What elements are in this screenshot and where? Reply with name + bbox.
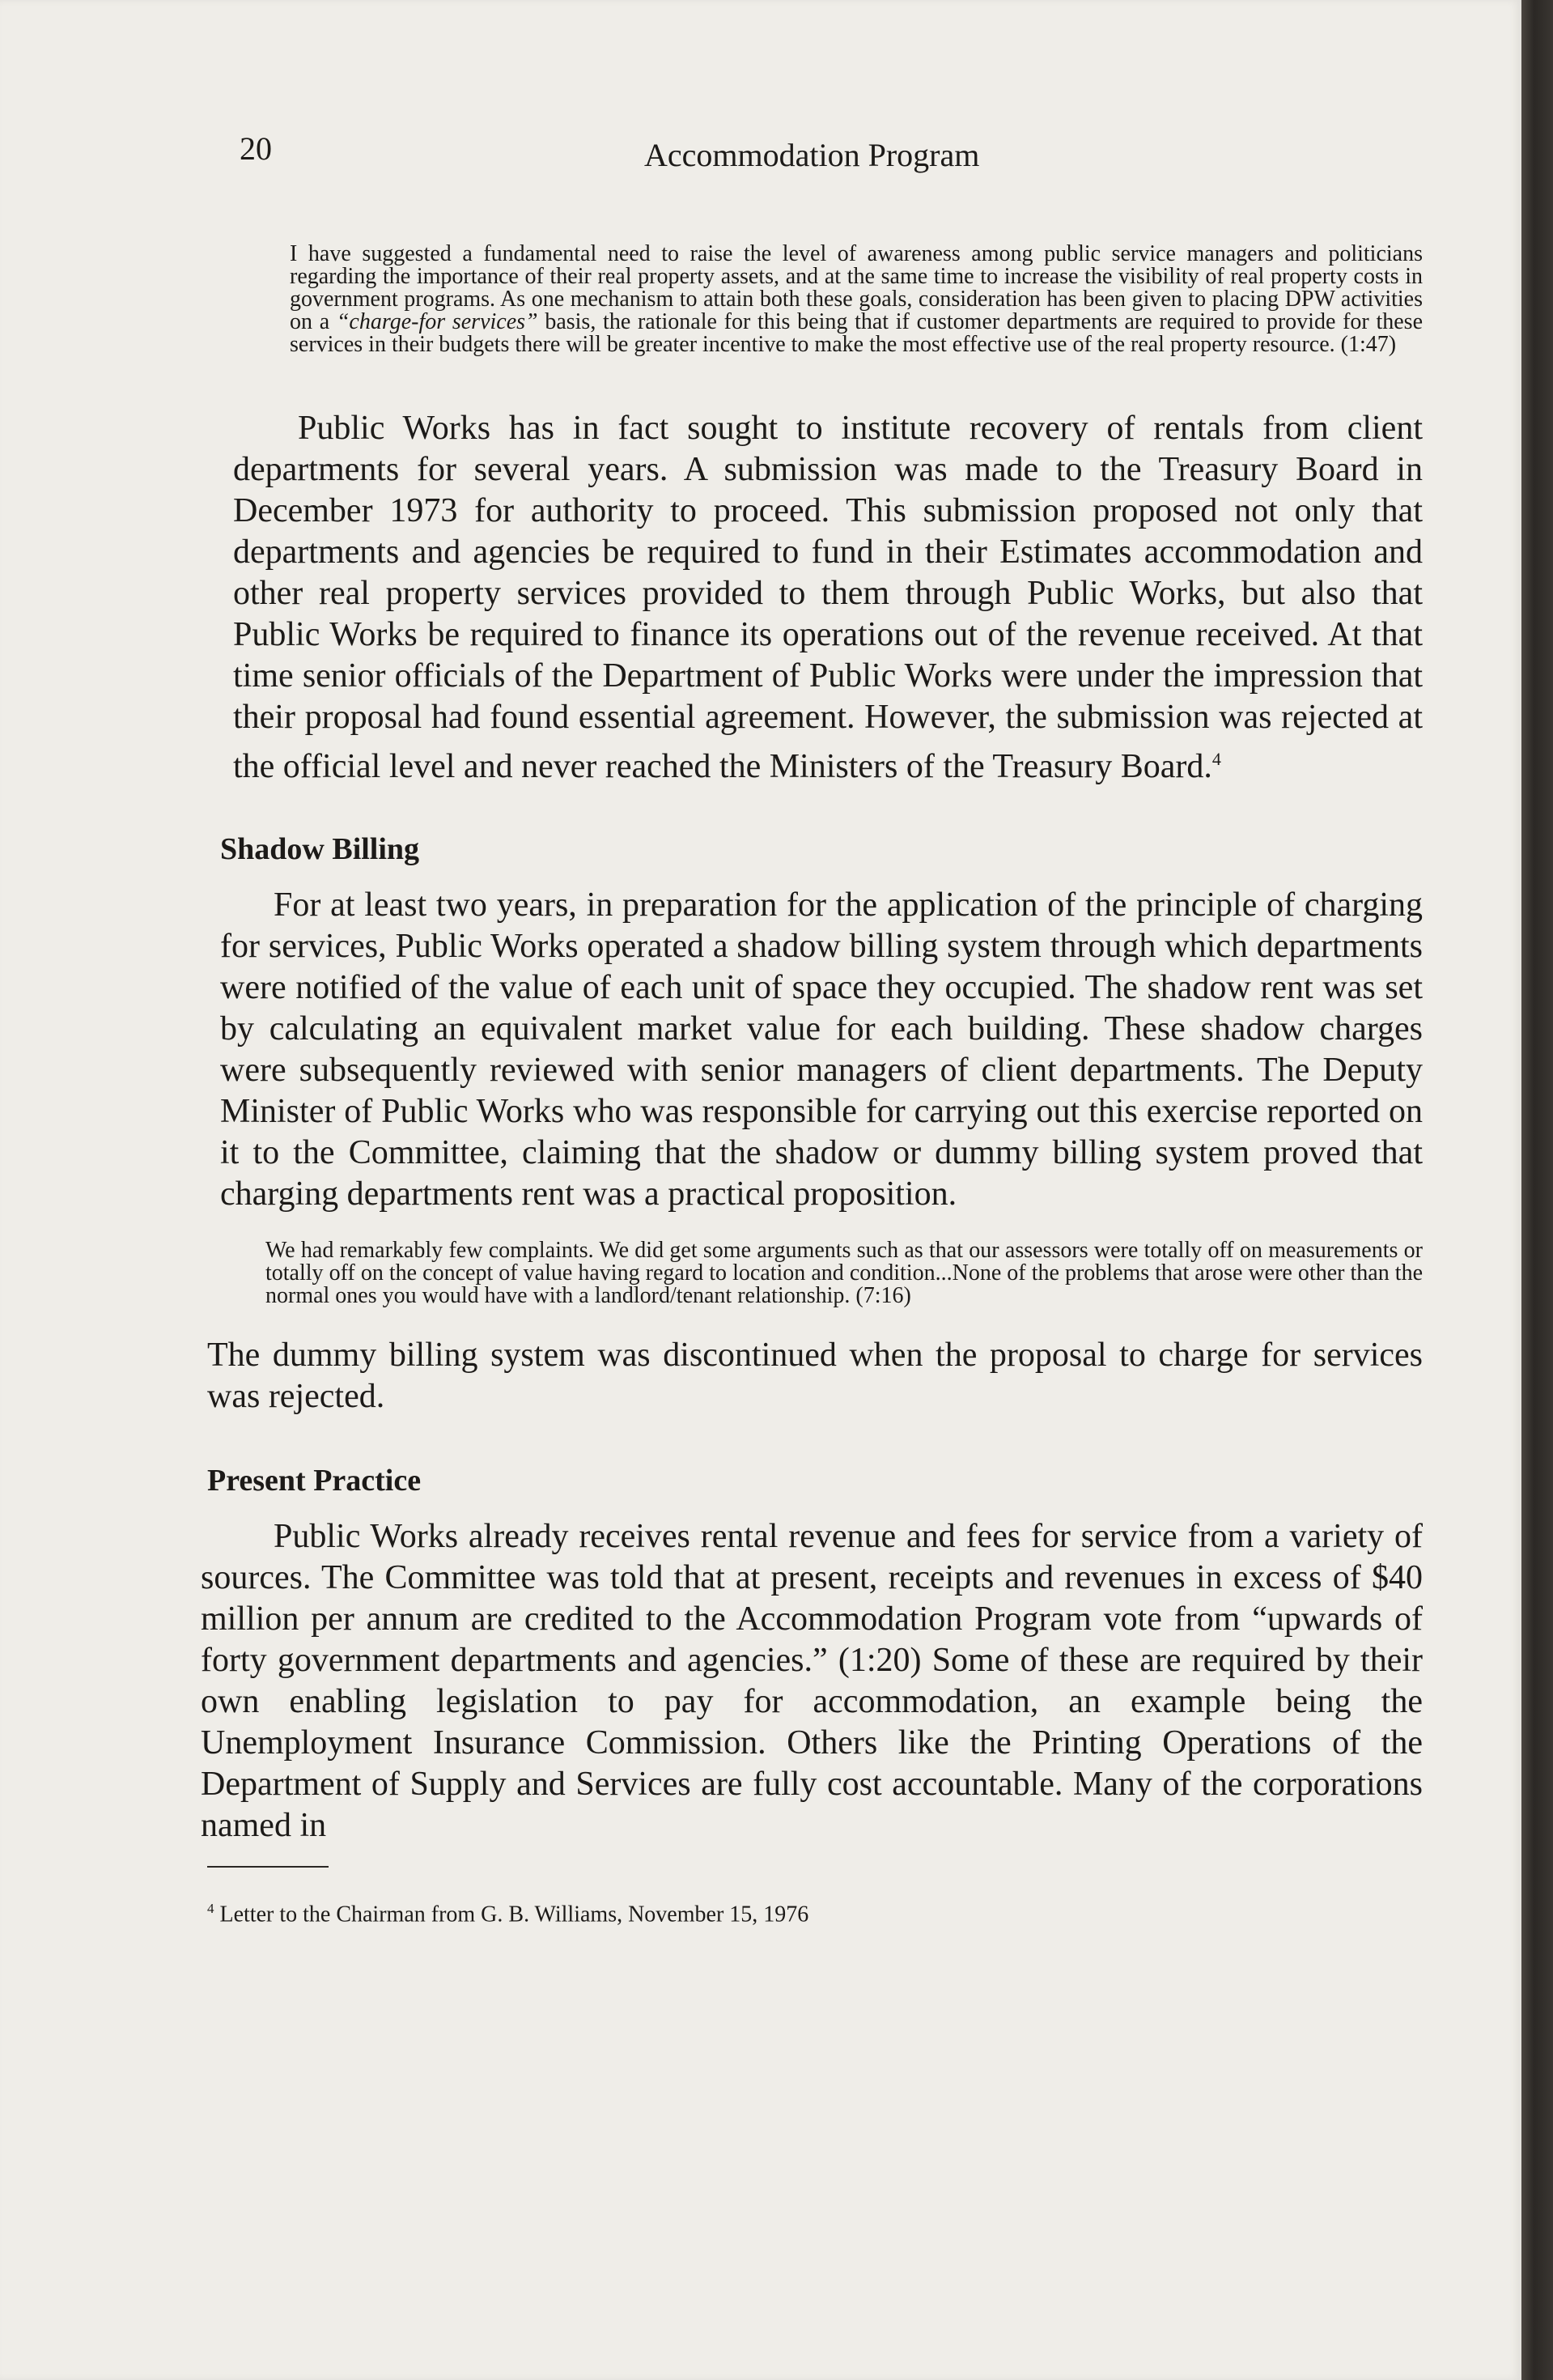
paragraph-4: Public Works already receives rental revenue and fees for service from a variety of sources. The Committee was told that at present, receipts and revenues in excess of $40 million per annum are credited to the Accommodation Program vote from “upwards of forty government departments and agencies.” (1:20) Some of these are required by their own enabling legislation to pay for accommodation, an example being the Unemployment Insurance Commission. Others like the Printing Operations of the Department of Supply and Services are fully cost accountable. Many of the corporations named in (201, 1518, 1423, 1844)
quote1-emphasis: “charge-for services” (336, 309, 538, 334)
page-content (201, 220, 1423, 1951)
page-number: 20 (240, 130, 272, 167)
block-quote-1 (290, 243, 1423, 356)
page-edge (1521, 0, 1553, 2380)
block-quote-2: We had remarkably few complaints. We did get some arguments such as that our assessors were totally off on measurements or totally off on the concept of value having regard to location and condition...None of the problems that arose were other than the normal ones you would have with a landlord/tenant relationship. (7:16) (265, 1238, 1423, 1308)
footnote-ref: 4 (1211, 749, 1221, 769)
paragraph-1 (233, 408, 1423, 788)
footnote-text: Letter to the Chairman from G. B. Williams, November 15, 1976 (219, 1902, 809, 1927)
heading-shadow-billing: Shadow Billing (220, 832, 420, 866)
footnote-number: 4 (207, 1901, 214, 1916)
page-header (240, 130, 1413, 173)
footnote-divider (207, 1866, 329, 1868)
paragraph-1-text: Public Works has in fact sought to institute recovery of rentals from client departments for several years. A submission was made to the Treasury Board in December 1973 for authority to proceed. This submission proposed not only that departments and agencies be required to fund in their Estimates accommodation and other real property services provided to them through Public Works, but also that Public Works be required to finance its operations out of the revenue received. At that time senior officials of the Department of Public Works were under the impression that their proposal had found essential agreement. However, the submission was rejected at the official level and never reached the Ministers of the Treasury Board. (233, 410, 1423, 785)
paragraph-2: For at least two years, in preparation for the application of the principle of charging for services, Public Works operated a shadow billing system through which departments were notified of the value of each unit of space they occupied. The shadow rent was set by calculating an equivalent market value for each building. These shadow charges were subsequently reviewed with senior managers of client departments. The Deputy Minister of Public Works who was responsible for carrying out this exercise reported on it to the Committee, claiming that the shadow or dummy billing system proved that charging departments rent was a practical proposition. (220, 886, 1423, 1213)
quote1-text: I have suggested a fundamental need to raise the level of awareness among public service managers and politicians regarding the importance of their real property assets, and at the same time to increase the visibility of real property costs in government programs. As one mechanism to attain both these goals, consideration has been given to placing DPW activities on a (290, 241, 1423, 334)
heading-present-practice: Present Practice (207, 1464, 422, 1498)
running-title: Accommodation Program (644, 137, 980, 173)
quote1-tail: basis, the rationale for this being that if customer departments are required to provide for these services in their budgets there will be greater incentive to make the most effective use of the real property resource. (1:47) (290, 309, 1423, 357)
paragraph-3: The dummy billing system was discontinued when the proposal to charge for services was rejected. (207, 1337, 1423, 1415)
footnote (207, 1895, 1423, 1928)
